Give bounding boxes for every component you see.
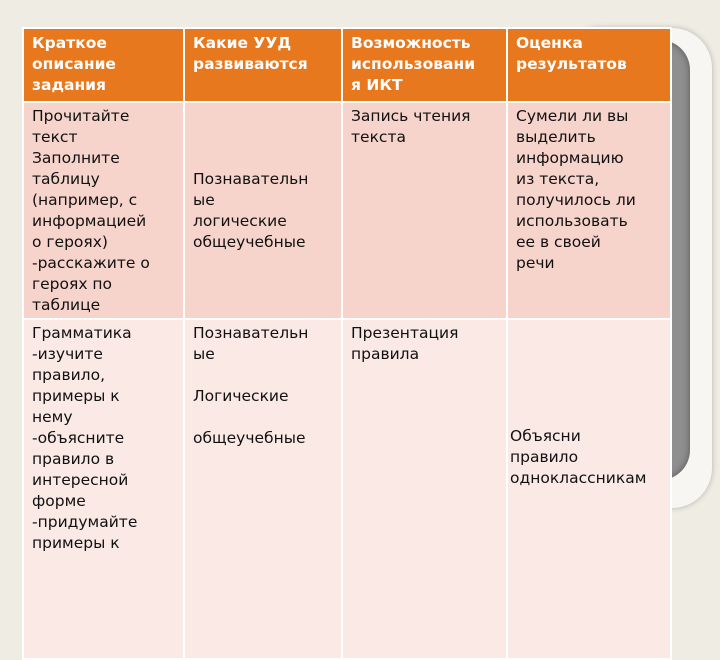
cell-uud-reading: Познавательн ые логические общеучебные <box>184 102 342 319</box>
cell-task-grammar: Грамматика -изучите правило, примеры к нему -объясните правило в интересной форме -придумайте примеры к <box>23 319 184 659</box>
tasks-table <box>22 27 672 660</box>
header-uud: Какие УУД развиваются <box>184 28 342 102</box>
table-row <box>23 102 671 319</box>
cell-uud-grammar: Познавательн ые Логические общеучебные <box>184 319 342 659</box>
table-header-row <box>23 28 671 102</box>
header-task-description: Краткое описание задания <box>23 28 184 102</box>
cell-task-reading: Прочитайте текст Заполните таблицу (например, с информацией о героях) -расскажите о героях по таблице <box>23 102 184 319</box>
cell-ict-reading: Запись чтения текста <box>342 102 507 319</box>
cell-evaluation-grammar: Объясни правило одноклассникам <box>507 319 671 659</box>
cell-evaluation-reading: Сумели ли вы выделить информацию из текста, получилось ли использовать ее в своей речи <box>507 102 671 319</box>
cell-ict-grammar: Презентация правила <box>342 319 507 659</box>
table-row <box>23 319 671 659</box>
header-ict-use: Возможность использовани я ИКТ <box>342 28 507 102</box>
header-evaluation: Оценка результатов <box>507 28 671 102</box>
